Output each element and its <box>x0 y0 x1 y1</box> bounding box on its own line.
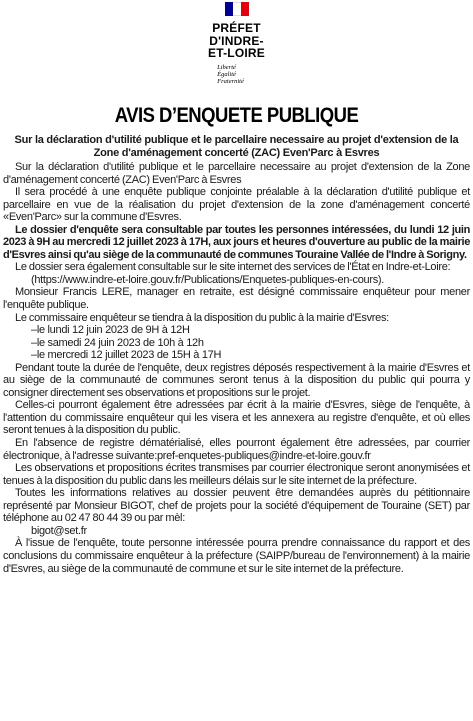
page-title: AVIS D’ENQUETE PUBLIQUE <box>114 103 359 127</box>
notice-body <box>3 161 470 575</box>
paragraph: Toutes les informations relatives au dossier peuvent être demandées auprès du pétitionnaire représenté par Monsieur BIGOT, chef de projets pour la société d'équipement de Touraine (SET) par téléphone au 02 47 80 44 39 ou par mèl: <box>3 487 470 525</box>
paragraph: Il sera procédé à une enquête publique conjointe préalable à la déclaration d'utilité publique et parcellaire en vue de la réalisation du projet d'extension de la zone d'aménagement concerté «Even'Parc» sur la commune d'Esvres. <box>3 186 470 224</box>
schedule-item: –le lundi 12 juin 2023 de 9H à 12H <box>31 324 190 337</box>
prefecture-line: ET-LOIRE <box>208 46 265 60</box>
paragraph: Monsieur Francis LERE, manager en retraite, est désigné commissaire enquêteur pour mener l'enquête publique. <box>3 286 470 312</box>
paragraph: Le dossier sera également consultable sur le site internet des services de l'État en Indre-et-Loire: <box>15 261 451 274</box>
prefecture-logo <box>3 0 470 98</box>
republic-motto <box>217 64 244 85</box>
motto-line: Égalité <box>217 70 236 78</box>
prefecture-line: PRÉFET <box>212 21 261 35</box>
prefecture-name <box>3 22 470 60</box>
paragraph: À l'issue de l'enquête, toute personne intéressée pourra prendre connaissance du rapport et des conclusions du commissaire enquêteur à la préfecture (SAIPP/bureau de l'environnement) à la mairie d'Esvres, au siège de la communauté de commune et sur le site internet de la préfecture. <box>3 537 470 575</box>
email-link[interactable]: bigot@set.fr <box>31 524 87 537</box>
motto-line: Liberté <box>217 63 236 71</box>
page-subtitle: Sur la déclaration d'utilité publique et le parcellaire necessaire au projet d'extension de la Zone d'aménagement concerté (ZAC) Even'Parc à Esvres <box>14 134 459 159</box>
paragraph: Sur la déclaration d'utilité publique et le parcellaire necessaire au projet d'extension de la Zone d'aménagement concerté (ZAC) Even'Parc à Esvres <box>3 161 470 186</box>
motto-line: Fraternité <box>217 77 244 85</box>
french-flag-icon <box>225 2 249 16</box>
paragraph: Pendant toute la durée de l'enquête, deux registres déposés respectivement à la mairie d'Esvres et au siège de la communauté de communes seront tenus à la disposition du public qui pourra y consigner directement ses observations et propositions sur le projet. <box>3 361 470 399</box>
paragraph-email: En l'absence de registre dématérialisé, elles pourront également être adressées, par courrier électronique, à l'adresse suivante:pref-enquetes-publiques@indre-et-loire.gouv.fr <box>3 437 470 462</box>
paragraph-consultation-dates: Le dossier d'enquête sera consultable par toutes les personnes intéressées, du lundi 12 juin 2023 à 9H au mercredi 12 juillet 2023 à 17H, aux jours et heures d'ouverture au public de la mairie d'Esvres ainsi qu'au siège de la communauté de communes Touraine Vallée de l'Indre à Sorigny. <box>3 223 470 261</box>
prefecture-line: D'INDRE- <box>209 33 264 48</box>
schedule-item: –le samedi 24 juin 2023 de 10h à 12h <box>31 336 204 349</box>
paragraph: Le commissaire enquêteur se tiendra à la disposition du public à la mairie d'Esvres: <box>15 311 389 324</box>
website-link[interactable]: (https://www.indre-et-loire.gouv.fr/Publications/Enquetes-publiques-en-cours). <box>31 273 385 286</box>
paragraph: Les observations et propositions écrites transmises par courrier électronique seront anonymisées et tenues à la disposition du public dans les meilleurs délais sur le site internet de la préfecture. <box>3 462 470 487</box>
schedule-item: –le mercredi 12 juillet 2023 de 15H à 17H <box>31 349 222 362</box>
paragraph: Celles-ci pourront également être adressées par écrit à la mairie d'Esvres, siège de l'enquête, à l'attention du commissaire enquêteur qui les visera et les annexera au registre d'enquête, et où elles seront tenues à la disposition du public. <box>3 399 470 437</box>
